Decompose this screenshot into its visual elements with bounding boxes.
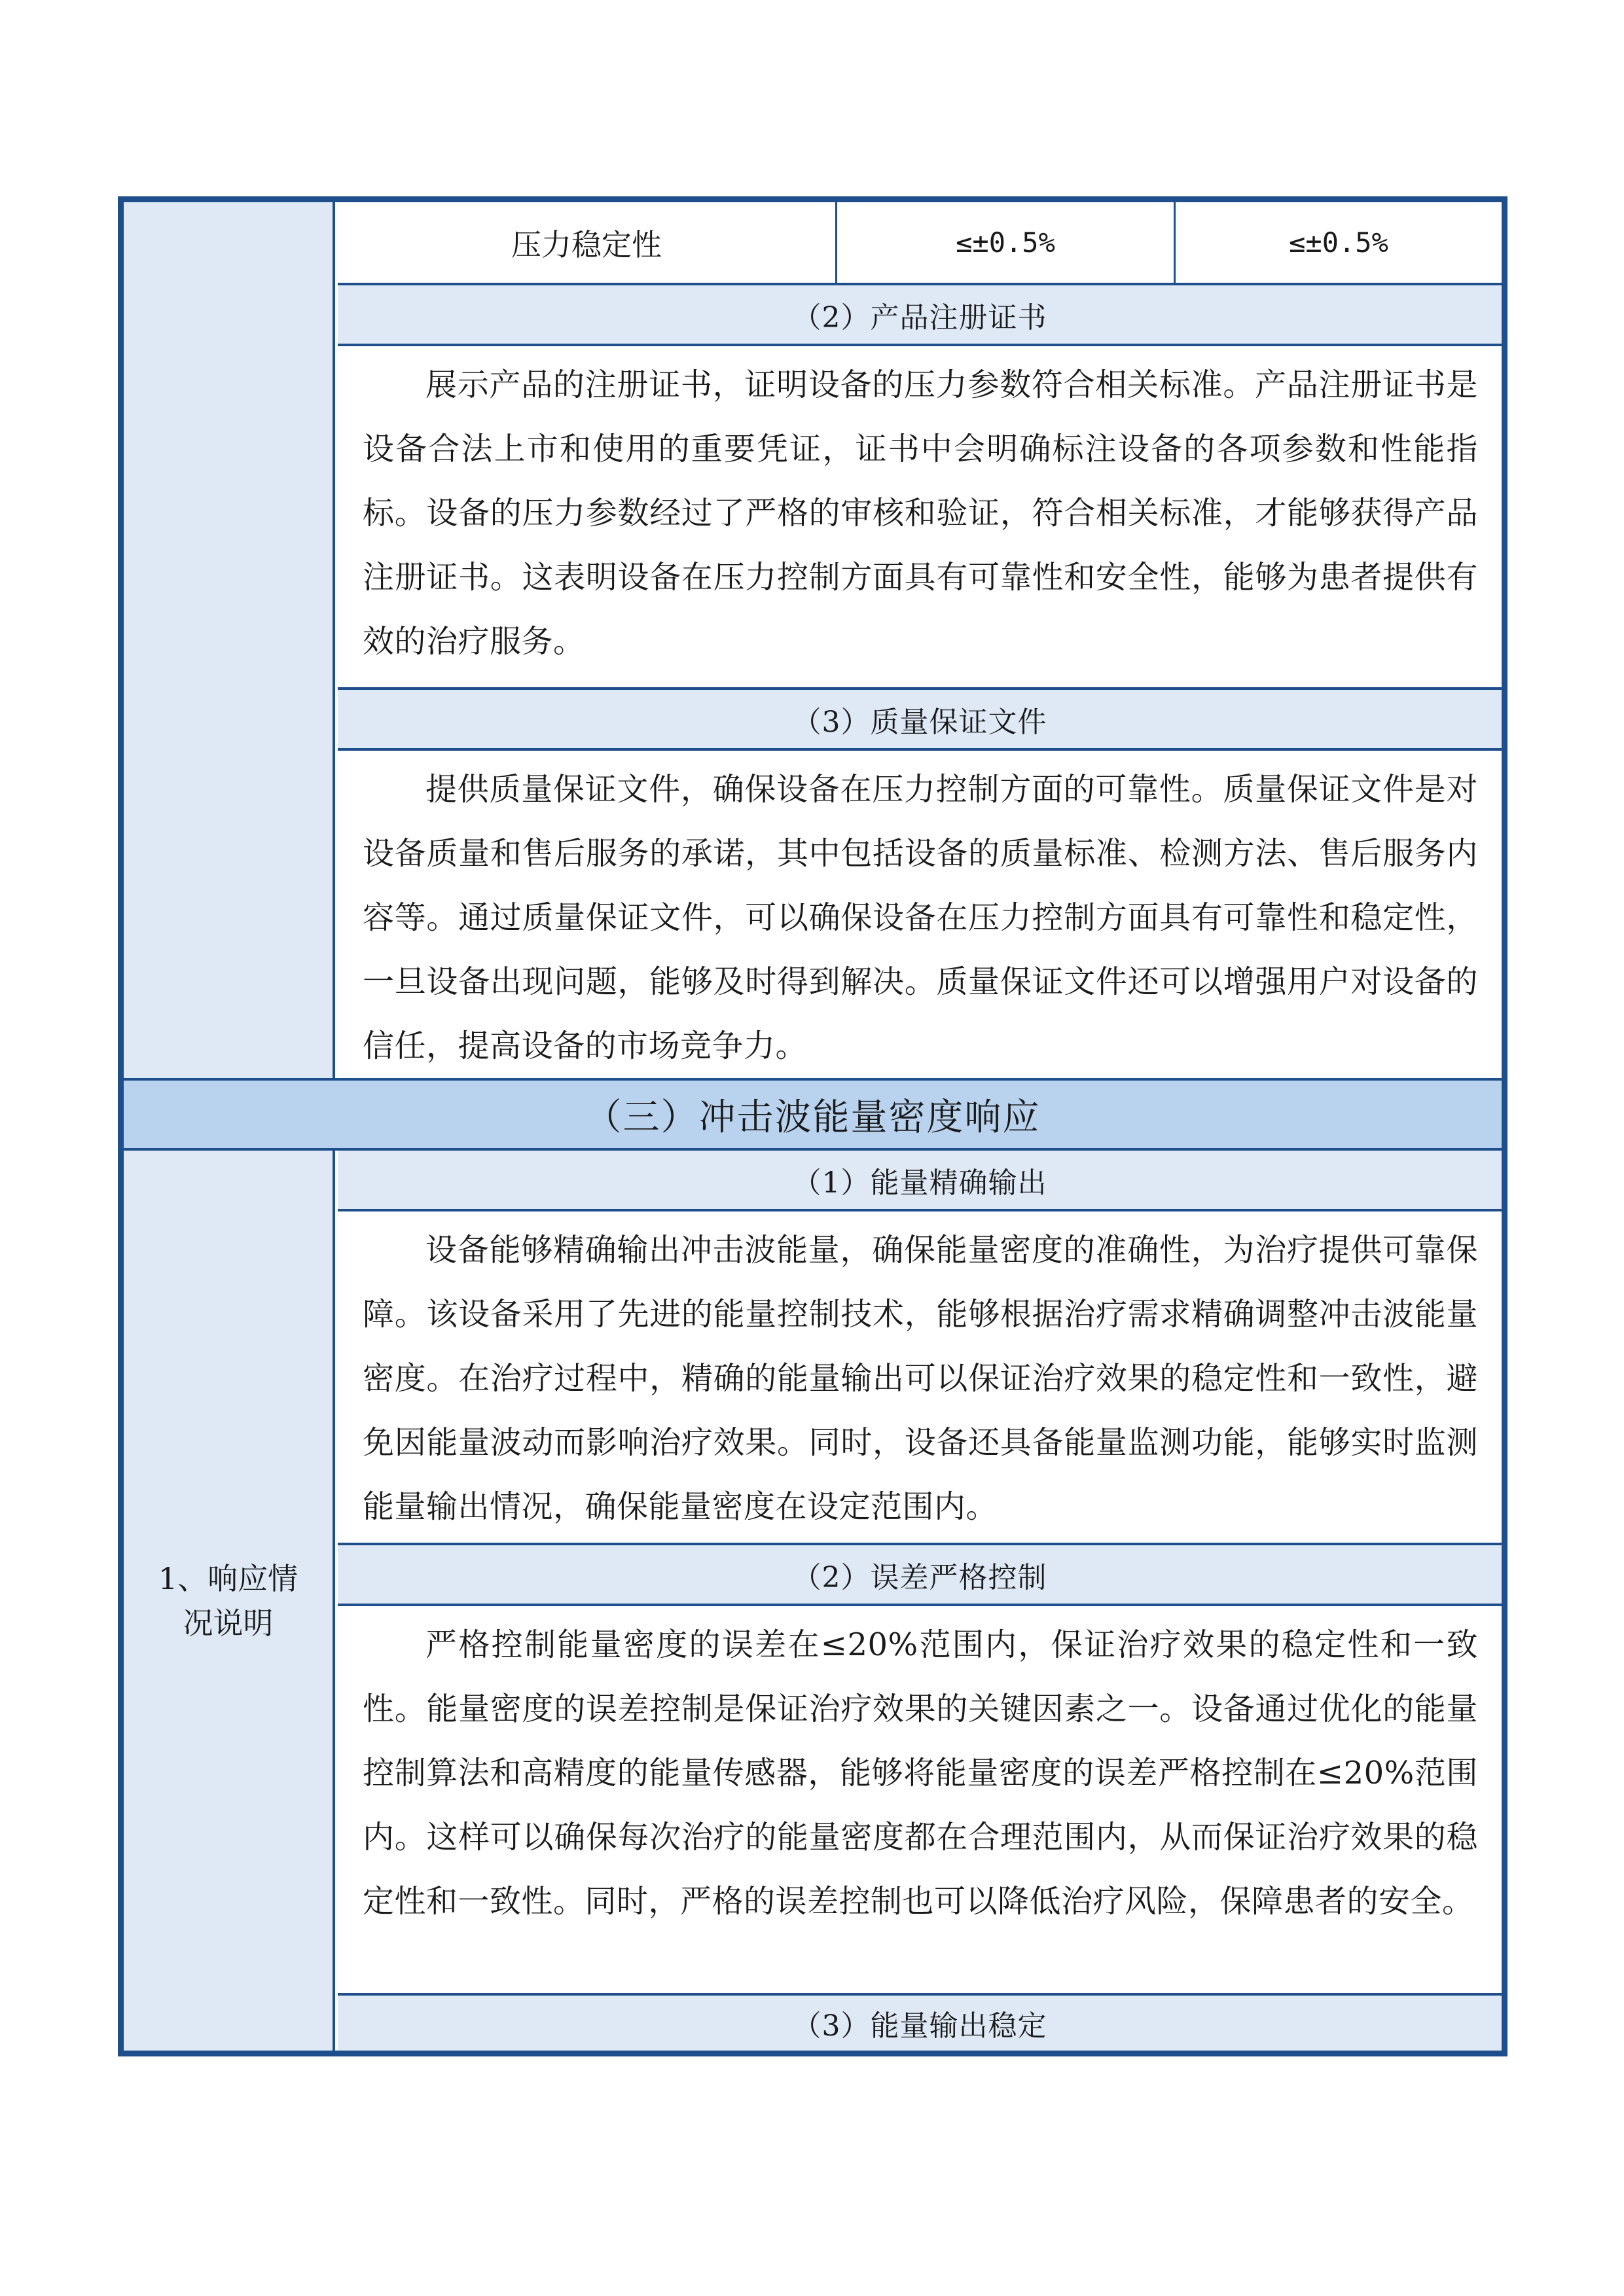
value-cell-a: ≤±0.5% [956,226,1055,259]
paragraph-quality-assurance: 提供质量保证文件，确保设备在压力控制方面的可靠性。质量保证文件是对设备质量和售后服务的承诺，其中包括设备的质量标准、检测方法、售后服务内容等。通过质量保证文件，可以确保设备在压力控制方面具有可靠性和稳定性，一旦设备出现问题，能够及时得到解决。质量保证文件还可以增强用户对设备的信任，提高设备的市场竞争力。 [363,771,1478,1064]
subheading-stable-energy-output: （3）能量输出稳定 [338,1996,1502,2051]
subheading-registration-certificate: （2）产品注册证书 [338,285,1502,344]
row-label-pressure-stability: 压力稳定性 [511,226,662,262]
paragraph-registration-certificate: 展示产品的注册证书，证明设备的压力参数符合相关标准。产品注册证书是设备合法上市和使用的重要凭证，证书中会明确标注设备的各项参数和性能指标。设备的压力参数经过了严格的审核和验证，符合相关标准，才能够获得产品注册证书。这表明设备在压力控制方面具有可靠性和安全性，能够为患者提供有效的治疗服务。 [363,367,1478,660]
section-title-shockwave-energy-density: （三）冲击波能量密度响应 [124,1081,1502,1148]
subheading-precise-energy-output: （1）能量精确输出 [338,1151,1502,1209]
row-divider [338,1209,1502,1211]
row-divider [338,344,1502,346]
subheading-error-control: （2）误差严格控制 [338,1545,1502,1604]
left-label-response-description: 1、响应情况说明 [124,1151,335,2051]
row-divider [338,1604,1502,1606]
subheading-quality-assurance: （3）质量保证文件 [338,690,1502,748]
left-column-upper [124,202,335,1078]
value-cell-b: ≤±0.5% [1289,226,1388,259]
row-divider [338,748,1502,751]
main-table [118,196,1507,2056]
paragraph-error-control: 严格控制能量密度的误差在≤20%范围内，保证治疗效果的稳定性和一致性。能量密度的误差控制是保证治疗效果的关键因素之一。设备通过优化的能量控制算法和高精度的能量传感器，能够将能量密度的误差严格控制在≤20%范围内。这样可以确保每次治疗的能量密度都在合理范围内，从而保证治疗效果的稳定性和一致性。同时，严格的误差控制也可以降低治疗风险，保障患者的安全。 [363,1626,1478,1920]
paragraph-precise-energy-output: 设备能够精确输出冲击波能量，确保能量密度的准确性，为治疗提供可靠保障。该设备采用了先进的能量控制技术，能够根据治疗需求精确调整冲击波能量密度。在治疗过程中，精确的能量输出可以保证治疗效果的稳定性和一致性，避免因能量波动而影响治疗效果。同时，设备还具备能量监测功能，能够实时监测能量输出情况，确保能量密度在设定范围内。 [363,1232,1478,1525]
